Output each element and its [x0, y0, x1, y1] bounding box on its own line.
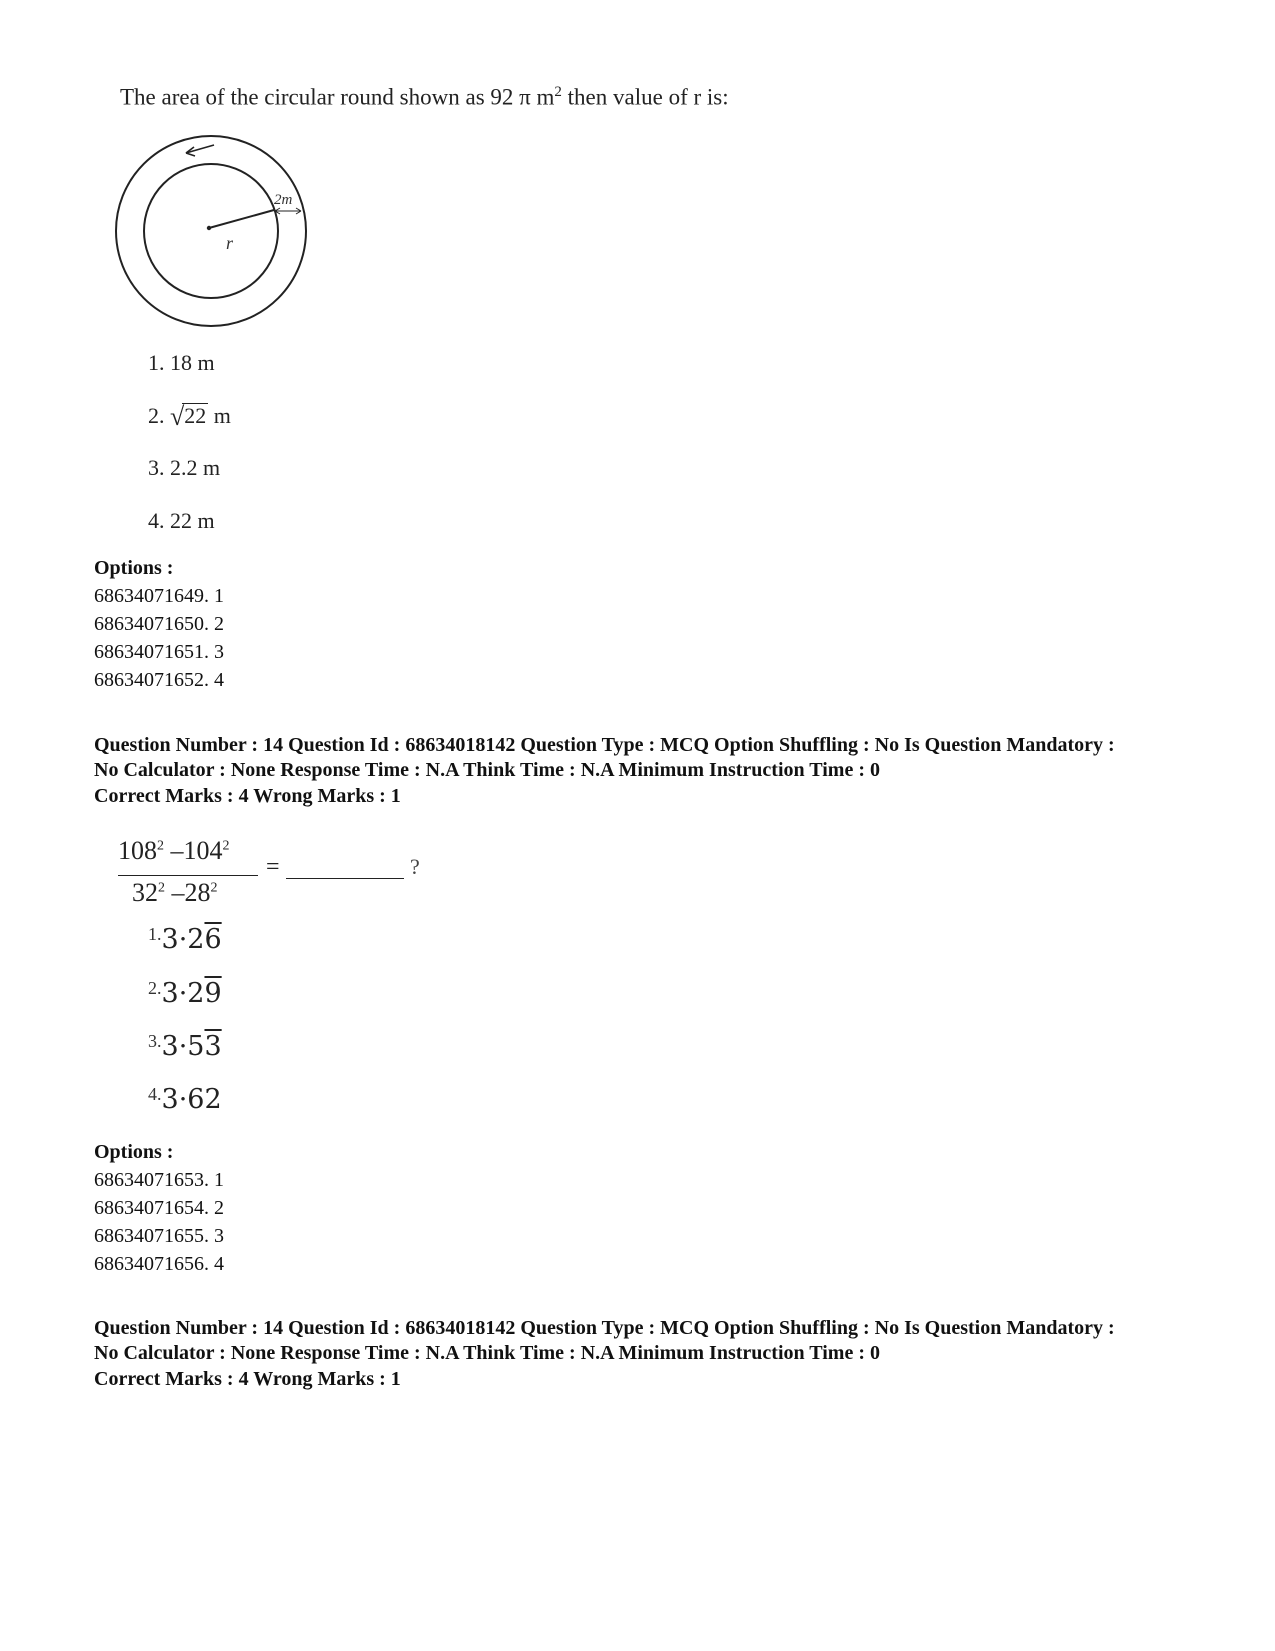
choice-unit: m [213, 403, 231, 428]
inner-circle [144, 164, 278, 298]
choice-number: 2. [148, 978, 162, 998]
term: 28 [184, 878, 211, 907]
q14-option-id-4: 68634071656. 4 [94, 1253, 224, 1275]
minus-sign: – [171, 878, 185, 907]
stem-text-end: then value of r is: [567, 84, 729, 110]
decimal-digits: 2 [187, 924, 205, 955]
q13-choice-3 [148, 455, 220, 481]
q14-option-id-3: 68634071655. 3 [94, 1225, 224, 1247]
direction-arrow-icon [186, 145, 214, 156]
metadata-line-1: Question Number : 14 Question Id : 68634018142 Question Type : MCQ Option Shuffling : No Is Question Mandatory : [94, 1317, 1115, 1339]
repeating-digits: 9 [204, 978, 222, 1009]
unit-exponent: 2 [554, 84, 562, 100]
term: 32 [132, 878, 158, 907]
q14-choice-2 [148, 978, 222, 1009]
repeating-digits: 3 [204, 1031, 222, 1062]
choice-number: 2. [148, 403, 165, 428]
choice-text: 2.2 m [170, 455, 221, 480]
minus-sign: – [170, 836, 184, 865]
integer-part: 3 [161, 924, 179, 955]
integer-part: 3 [161, 978, 179, 1009]
q14-choice-4 [148, 1084, 222, 1115]
width-arrow-icon [275, 208, 301, 214]
unit-base: m [536, 84, 555, 110]
width-label: 2m [274, 192, 293, 208]
term: 104 [183, 836, 223, 865]
equals-sign: = [266, 854, 280, 880]
q14-option-id-2: 68634071654. 2 [94, 1197, 224, 1219]
q13-option-id-4: 68634071652. 4 [94, 669, 224, 691]
q14-choice-1 [148, 924, 222, 955]
exponent: 2 [210, 880, 218, 896]
question-13-stem [120, 84, 729, 111]
repeating-digits: 6 [204, 924, 222, 955]
radius-line [209, 210, 274, 228]
q14-choice-3 [148, 1031, 222, 1062]
radius-label: r [226, 233, 234, 253]
stem-text: The area of the circular round shown as 92 [120, 84, 514, 110]
q13-option-id-1: 68634071649. 1 [94, 585, 224, 607]
integer-part: 3 [161, 1084, 179, 1115]
q13-choice-4 [148, 508, 215, 534]
decimal-dot: · [178, 1031, 188, 1062]
fraction-denominator [132, 878, 218, 908]
pi-symbol: π [519, 84, 531, 110]
q14-options-heading: Options : [94, 1141, 174, 1163]
answer-blank [286, 878, 404, 879]
fraction-numerator [118, 836, 230, 866]
metadata-line-1: Question Number : 14 Question Id : 68634018142 Question Type : MCQ Option Shuffling : No Is Question Mandatory : [94, 734, 1115, 756]
radicand: 22 [184, 403, 207, 428]
q14-option-id-1: 68634071653. 1 [94, 1169, 224, 1191]
decimal-digits: 62 [187, 1084, 222, 1115]
choice-number: 3. [148, 1031, 162, 1051]
choice-text: 22 m [170, 508, 215, 533]
exponent: 2 [222, 838, 230, 854]
choice-number: 1. [148, 350, 165, 375]
decimal-dot: · [178, 924, 188, 955]
q15-metadata [94, 1316, 1214, 1366]
concentric-circles-figure [108, 128, 318, 338]
sqrt-symbol: √ [170, 402, 185, 431]
q13-choice-1 [148, 350, 215, 376]
q13-option-id-3: 68634071651. 3 [94, 641, 224, 663]
metadata-line-2: No Calculator : None Response Time : N.A Think Time : N.A Minimum Instruction Time : 0 [94, 1342, 880, 1364]
exponent: 2 [157, 838, 164, 854]
decimal-digits: 2 [187, 978, 205, 1009]
choice-number: 4. [148, 508, 165, 533]
q13-options-heading: Options : [94, 557, 174, 579]
decimal-dot: · [178, 978, 188, 1009]
decimal-digits: 5 [187, 1031, 205, 1062]
decimal-dot: · [178, 1084, 188, 1115]
q13-choice-2 [148, 402, 231, 432]
q14-marks: Correct Marks : 4 Wrong Marks : 1 [94, 785, 401, 807]
metadata-line-2: No Calculator : None Response Time : N.A Think Time : N.A Minimum Instruction Time : 0 [94, 759, 880, 781]
exponent: 2 [158, 880, 165, 896]
choice-number: 3. [148, 455, 165, 480]
choice-number: 1. [148, 924, 162, 944]
q13-option-id-2: 68634071650. 2 [94, 613, 224, 635]
term: 108 [118, 836, 157, 865]
q15-marks: Correct Marks : 4 Wrong Marks : 1 [94, 1368, 401, 1390]
integer-part: 3 [161, 1031, 179, 1062]
choice-number: 4. [148, 1084, 162, 1104]
choice-text: 18 m [170, 350, 215, 375]
question-mark: ? [410, 854, 420, 879]
fraction-bar [118, 875, 258, 876]
q14-metadata [94, 733, 1214, 783]
